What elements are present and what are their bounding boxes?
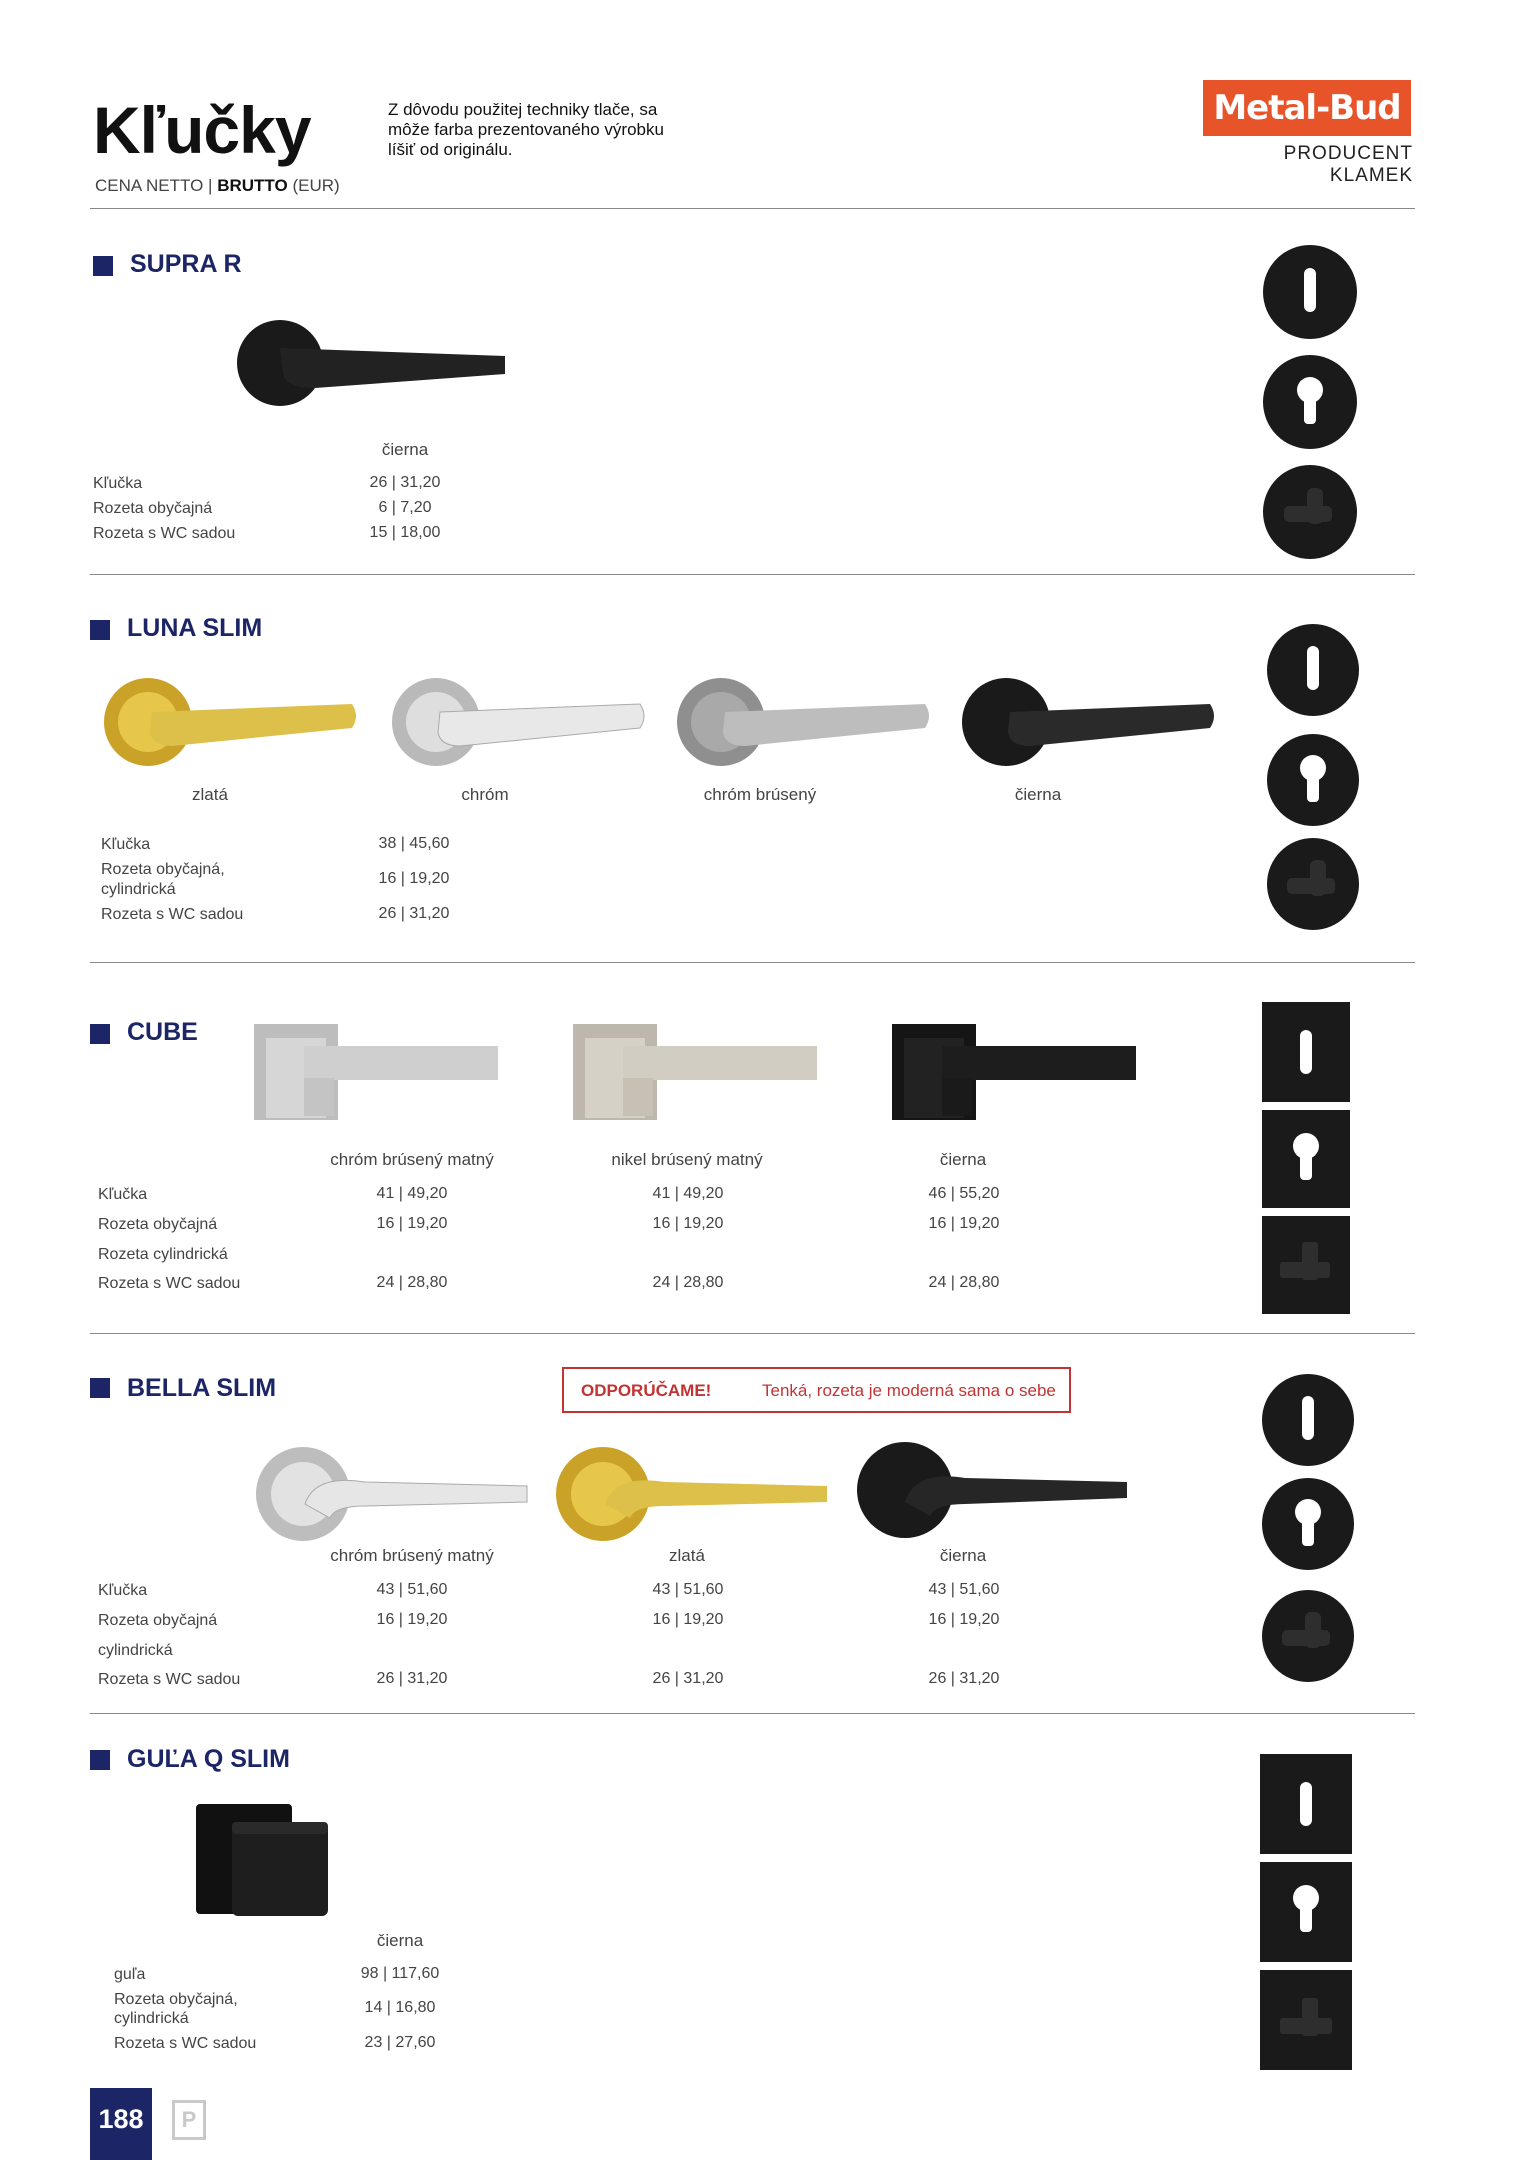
row-label: Rozeta s WC sadou (93, 525, 236, 542)
price-cell: 6 | 7,20 (378, 499, 432, 516)
col-header: chróm brúsený matný (330, 1546, 494, 1565)
rosette-wc-icon (1267, 838, 1359, 930)
divider (90, 962, 1415, 963)
price-cell: 16 | 19,20 (376, 1215, 448, 1232)
col-header: nikel brúsený matný (611, 1150, 763, 1169)
price-cell: 38 | 45,60 (378, 835, 450, 852)
row-label: cylindrická (101, 881, 176, 898)
publisher-badge: P (172, 2100, 206, 2140)
row-label: Rozeta obyčajná (93, 500, 213, 517)
price-cell: 43 | 51,60 (652, 1581, 724, 1598)
row-label: Rozeta obyčajná (98, 1612, 218, 1629)
col-header: chróm brúsený (703, 785, 817, 804)
price-cell: 41 | 49,20 (652, 1185, 724, 1202)
section-title-luna: LUNA SLIM (127, 614, 263, 642)
rosette-key-icon (1260, 1754, 1352, 1854)
section-marker (90, 1750, 110, 1770)
price-cell: 98 | 117,60 (360, 1965, 440, 1982)
row-label: Rozeta s WC sadou (98, 1671, 241, 1688)
price-cell: 24 | 28,80 (928, 1274, 1000, 1291)
rosette-set-round (1260, 1372, 1360, 1692)
row-label: Rozeta s WC sadou (98, 1275, 241, 1292)
recommend-text: Tenká, rozeta je moderná sama o sebe (762, 1381, 1056, 1400)
price-cell: 26 | 31,20 (652, 1670, 724, 1687)
col-header: chróm brúsený matný (330, 1150, 494, 1169)
handle-image-bella-gold (555, 1444, 830, 1544)
rosette-cylinder-icon (1267, 734, 1359, 826)
col-header: čierna (1014, 785, 1062, 804)
row-label: Kľučka (98, 1186, 148, 1203)
rosette-key-icon (1262, 1002, 1350, 1102)
brand-logo: Metal-Bud (1203, 80, 1411, 136)
row-label: Rozeta s WC sadou (114, 2035, 257, 2052)
col-header: zlatá (192, 785, 228, 804)
price-cell: 16 | 19,20 (652, 1611, 724, 1628)
handle-image-luna-brushed-chrome (675, 676, 935, 776)
price-cell: 14 | 16,80 (364, 1999, 436, 2016)
col-header: čierna (376, 1931, 424, 1950)
recommend-label: ODPORÚČAME! (581, 1381, 712, 1400)
price-header: CENA NETTO | BRUTTO (EUR) (95, 176, 340, 195)
col-header: chróm (461, 785, 509, 804)
price-cell: 16 | 19,20 (652, 1215, 724, 1232)
row-label: Rozeta cylindrická (98, 1246, 228, 1263)
rosette-key-icon (1263, 245, 1357, 339)
handle-image-luna-gold (102, 676, 362, 776)
print-note: Z dôvodu použitej techniky tlače, sa môže farba prezentovaného výrobku líšiť od originálu. (388, 100, 664, 159)
row-label: Rozeta obyčajná, (101, 861, 225, 878)
handle-image-bella-black (855, 1440, 1130, 1540)
price-cell: 24 | 28,80 (652, 1274, 724, 1291)
rosette-cylinder-icon (1263, 355, 1357, 449)
price-cell: 15 | 18,00 (369, 524, 441, 541)
rosette-cylinder-icon (1260, 1862, 1352, 1962)
divider (90, 208, 1415, 209)
rosette-wc-icon (1262, 1590, 1354, 1682)
handle-image-luna-chrome (390, 676, 650, 776)
row-label: Rozeta obyčajná (98, 1216, 218, 1233)
page-number: 188 (90, 2088, 152, 2160)
price-cell: 26 | 31,20 (378, 905, 450, 922)
rosette-wc-icon (1260, 1970, 1352, 2070)
knob-image-gula-black (192, 1800, 332, 1920)
price-cell: 23 | 27,60 (364, 2034, 436, 2051)
rosette-cylinder-icon (1262, 1110, 1350, 1208)
section-marker (90, 620, 110, 640)
handle-image-cube-black (892, 1022, 1137, 1122)
section-marker (90, 1378, 110, 1398)
handle-image-luna-black (960, 676, 1220, 776)
col-header: čierna (939, 1546, 987, 1565)
row-label: Kľučka (93, 475, 143, 492)
rosette-cylinder-icon (1262, 1478, 1354, 1570)
row-label: Rozeta obyčajná, (114, 1991, 238, 2008)
price-cell: 16 | 19,20 (928, 1611, 1000, 1628)
section-title-bella: BELLA SLIM (127, 1374, 277, 1402)
divider (90, 1333, 1415, 1334)
price-label-currency: (EUR) (292, 176, 340, 195)
handle-image-cube-brushed-nickel (573, 1022, 818, 1122)
divider (90, 1713, 1415, 1714)
price-cell: 43 | 51,60 (376, 1581, 448, 1598)
price-cell: 16 | 19,20 (378, 870, 450, 887)
row-label: guľa (114, 1966, 146, 1983)
page-title: Kľučky (93, 93, 311, 167)
rosette-set-square (1258, 1752, 1358, 2072)
price-cell: 24 | 28,80 (376, 1274, 448, 1291)
rosette-wc-icon (1263, 465, 1357, 559)
section-marker (93, 256, 113, 276)
price-cell: 46 | 55,20 (928, 1185, 1000, 1202)
rosette-key-icon (1267, 624, 1359, 716)
section-title-supra: SUPRA R (130, 250, 242, 278)
price-cell: 16 | 19,20 (928, 1215, 1000, 1232)
section-marker (90, 1024, 110, 1044)
col-header: čierna (381, 440, 429, 459)
row-label: Rozeta s WC sadou (101, 906, 244, 923)
rosette-set-square (1260, 1000, 1355, 1315)
row-label: Kľučka (98, 1582, 148, 1599)
price-cell: 43 | 51,60 (928, 1581, 1000, 1598)
handle-image-cube-brushed-chrome (254, 1022, 499, 1122)
price-cell: 26 | 31,20 (928, 1670, 1000, 1687)
row-label: Kľučka (101, 836, 151, 853)
rosette-set-round (1265, 622, 1365, 934)
price-cell: 41 | 49,20 (376, 1185, 448, 1202)
divider (90, 574, 1415, 575)
brand-tagline: PRODUCENT KLAMEK (1283, 143, 1413, 186)
section-title-cube: CUBE (127, 1018, 198, 1046)
row-label: cylindrická (114, 2010, 189, 2027)
col-header: čierna (939, 1150, 987, 1169)
handle-image-supra-black (235, 318, 510, 408)
price-label-brutto: BRUTTO (217, 176, 288, 195)
row-label: cylindrická (98, 1642, 173, 1659)
rosette-set-round (1262, 240, 1362, 570)
rosette-wc-icon (1262, 1216, 1350, 1314)
price-label-netto: CENA NETTO (95, 176, 204, 195)
price-cell: 26 | 31,20 (376, 1670, 448, 1687)
price-cell: 26 | 31,20 (369, 474, 441, 491)
rosette-key-icon (1262, 1374, 1354, 1466)
handle-image-bella-chrome (255, 1444, 530, 1544)
col-header: zlatá (669, 1546, 705, 1565)
section-title-gula: GUĽA Q SLIM (127, 1745, 290, 1773)
price-cell: 16 | 19,20 (376, 1611, 448, 1628)
